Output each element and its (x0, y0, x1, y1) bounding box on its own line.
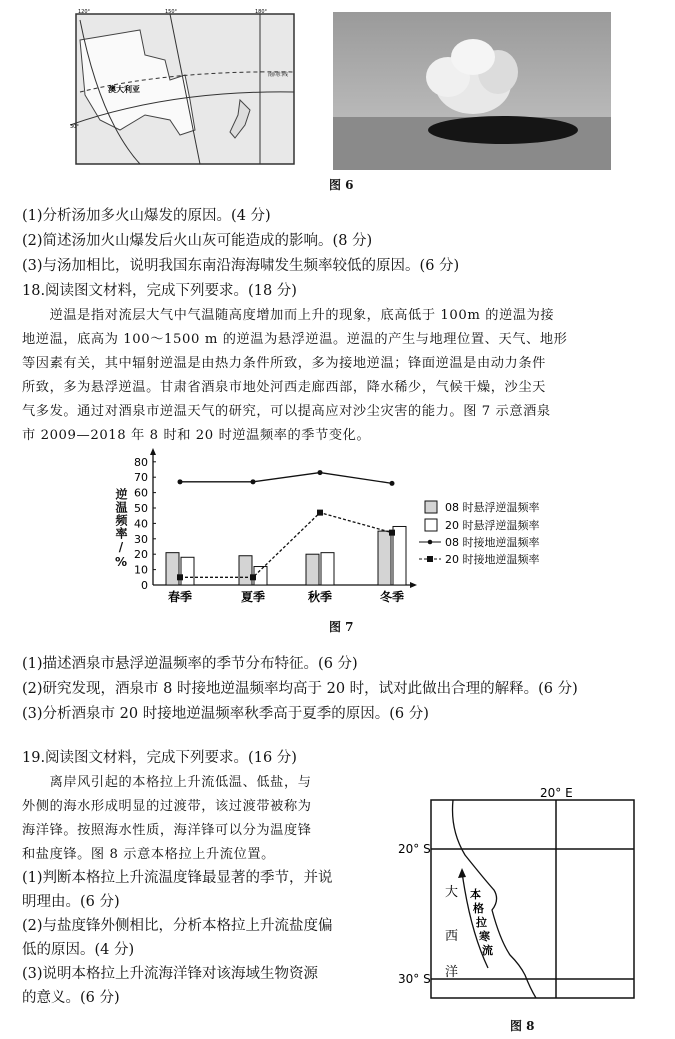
legend-marker-20-ground (427, 556, 433, 562)
legend-marker-08-ground (428, 540, 433, 545)
point-08-ground (390, 481, 395, 486)
fig8-lat-20: 20° S (398, 842, 431, 856)
q19-para-line: 离岸风引起的本格拉上升流低温、低盐，与 (22, 775, 312, 790)
q18-1: (1)描述酒泉市悬浮逆温频率的季节分布特征。(6 分) (22, 656, 358, 672)
fig8-caption: 图 8 (510, 1019, 535, 1033)
x-tick-label: 秋季 (307, 590, 333, 604)
q18-3: (3)分析酒泉市 20 时接地逆温频率秋季高于夏季的原因。(6 分) (22, 706, 429, 722)
point-08-ground (318, 470, 323, 475)
y-tick-label: 40 (134, 517, 148, 531)
ocean-char: 洋 (445, 965, 459, 980)
q19-1: (1)判断本格拉上升流温度锋最显著的季节，并说 (22, 870, 333, 886)
q18-para-line: 地逆温，底高为 100～1500 m 的逆温为悬浮逆温。逆温的产生与地理位置、天气、地形 (22, 332, 568, 347)
q18-para-line: 所致，多为悬浮逆温。甘肃省酒泉市地处河西走廊西部，降水稀少，气候干燥，沙尘天 (22, 380, 546, 395)
current-char: 寒 (479, 930, 490, 943)
x-tick-label: 冬季 (379, 590, 405, 604)
q19-para-line: 和盐度锋。图 8 示意本格拉上升流位置。 (22, 847, 275, 862)
q19-title: 19.阅读图文材料，完成下列要求。(16 分) (22, 750, 297, 766)
x-axis-arrow (410, 582, 417, 588)
q19-para-line: 海洋锋。按照海水性质，海洋锋可以分为温度锋 (22, 823, 312, 838)
y-tick-label: 50 (134, 502, 148, 515)
q19-1b: 明理由。(6 分) (22, 894, 120, 910)
legend-label: 20 时悬浮逆温频率 (445, 519, 540, 532)
y-tick-label: 20 (134, 548, 148, 562)
q18-para-line: 逆温是指对流层大气中气温随高度增加而上升的现象，底高低于 100m 的逆温为接 (22, 308, 555, 323)
ocean-char: 大 (445, 885, 459, 900)
y-tick-label: 10 (134, 563, 148, 577)
point-20-ground (177, 574, 183, 580)
q18-para-line: 等因素有关，其中辐射逆温是由热力条件所致，多为接地逆温；锋面逆温是由动力条件 (22, 356, 546, 371)
bar-20-hanging (321, 553, 334, 585)
legend-label: 08 时悬浮逆温频率 (445, 501, 540, 514)
map-lon-120: 120° (78, 9, 91, 15)
point-20-ground (250, 574, 256, 580)
y-axis-label: 逆温频率/% (114, 488, 128, 570)
legend-swatch-20-hanging (425, 519, 437, 531)
line-20-ground (180, 513, 392, 578)
y-tick-label: 0 (141, 579, 148, 592)
bar-08-hanging (378, 531, 391, 585)
legend-swatch-08-hanging (425, 501, 437, 513)
map-lat-30: 30° (70, 124, 79, 130)
y-tick-label: 30 (134, 532, 148, 546)
q19-3b: 的意义。(6 分) (22, 990, 120, 1006)
point-08-ground (178, 479, 183, 484)
map-australia-label: 澳大利亚 (108, 85, 140, 94)
q18-para-line: 气多发。通过对酒泉市逆温天气的研究，可以提高应对沙尘灾害的能力。图 7 示意酒泉 (22, 404, 551, 419)
q19-3: (3)说明本格拉上升流海洋锋对该海域生物资源 (22, 966, 319, 982)
x-tick-label: 夏季 (240, 590, 266, 604)
legend-label: 20 时接地逆温频率 (445, 553, 540, 566)
q17-1: (1)分析汤加多火山爆发的原因。(4 分) (22, 208, 271, 224)
q17-3: (3)与汤加相比，说明我国东南沿海海啸发生频率较低的原因。(6 分) (22, 258, 460, 274)
bar-08-hanging (306, 554, 319, 585)
current-char: 格 (473, 902, 484, 915)
y-tick-label: 80 (134, 455, 148, 469)
map-lon-150: 150° (165, 9, 178, 15)
current-char: 本 (470, 888, 481, 901)
q18-para-line: 市 2009—2018 年 8 时和 20 时逆温频率的季节变化。 (22, 428, 371, 443)
current-char: 拉 (476, 916, 487, 929)
legend-label: 08 时接地逆温频率 (445, 536, 540, 549)
fig8-map (390, 770, 660, 1039)
fig8-lat-30: 30° S (398, 972, 431, 986)
fig8-lon-label: 20° E (540, 786, 573, 800)
point-08-ground (251, 479, 256, 484)
map-lon-180: 180° (255, 9, 268, 15)
y-tick-label: 60 (134, 486, 148, 500)
y-axis-arrow (150, 448, 156, 455)
bar-20-hanging (181, 557, 194, 585)
q18-title: 18.阅读图文材料，完成下列要求。(18 分) (22, 283, 297, 299)
q17-2: (2)简述汤加火山爆发后火山灰可能造成的影响。(8 分) (22, 233, 373, 249)
q19-2b: 低的原因。(4 分) (22, 942, 135, 958)
coastline (453, 800, 537, 998)
point-20-ground (317, 510, 323, 516)
ocean-char: 西 (445, 929, 459, 944)
x-tick-label: 春季 (167, 590, 193, 604)
q18-2: (2)研究发现，酒泉市 8 时接地逆温频率均高于 20 时，试对此做出合理的解释。(6 分) (22, 681, 578, 697)
fig7-caption: 图 7 (329, 620, 354, 634)
map-tropic-label: 南回归线 (268, 72, 289, 78)
y-tick-label: 70 (134, 471, 148, 485)
q19-para-line: 外侧的海水形成明显的过渡带，该过渡带被称为 (22, 799, 312, 814)
q19-2: (2)与盐度锋外侧相比，分析本格拉上升流盐度偏 (22, 918, 333, 934)
fig6-caption: 图 6 (329, 178, 354, 192)
current-char: 流 (482, 944, 493, 957)
point-20-ground (389, 530, 395, 536)
bar-08-hanging (239, 556, 252, 585)
line-08-ground (180, 473, 392, 484)
